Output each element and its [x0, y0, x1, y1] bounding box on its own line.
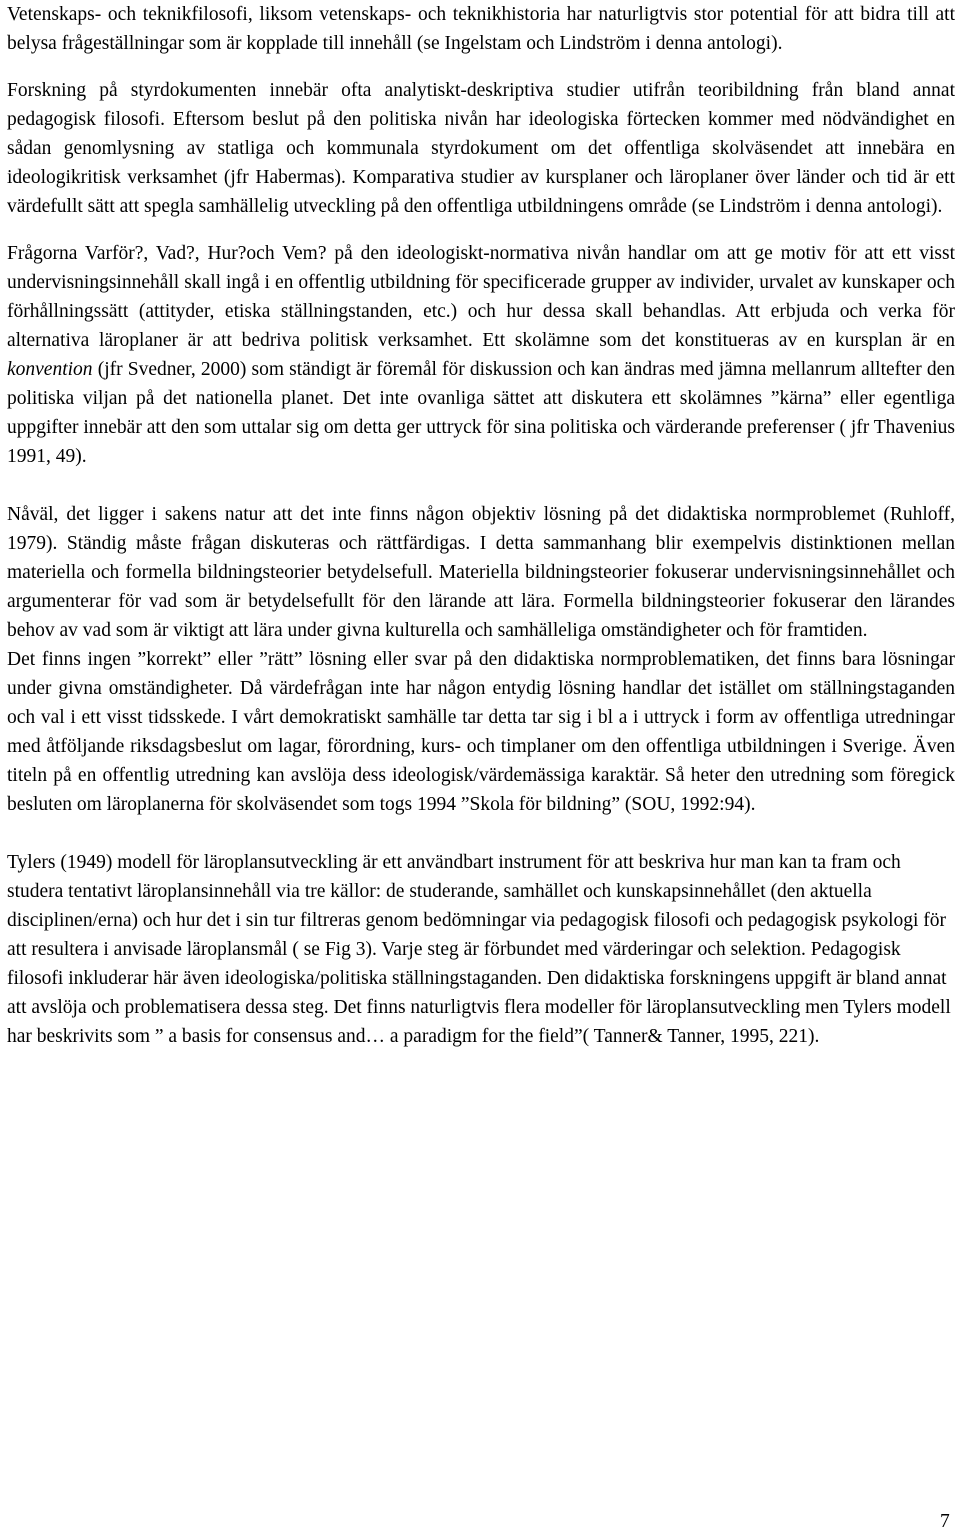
document-page: [7, 0, 955, 1051]
emphasized-term: konvention: [7, 359, 93, 380]
paragraph-norm-problem: Nåväl, det ligger i sakens natur att det inte finns någon objektiv lösning på det didaktiska normproblemet (Ruhloff, 1979). Ständig måste frågan diskuteras och rättfärdigas. I detta sammanhang blir exempelvis distinktionen mellan materiella och formella bildningsteorier betydelsefull. Materiella bildningsteorier fokuserar undervisningsinnehållet och argumenterar för vad som är betydelsefullt för den lärande att lära. Formella bildningsteorier fokuserar den lärandes behov av vad som är viktigt att lära under givna kulturella och samhälleliga omständigheter och för framtiden.: [7, 504, 955, 641]
paragraph-no-correct-solution: Det finns ingen ”korrekt” eller ”rätt” lösning eller svar på den didaktiska normproblematiken, det finns bara lösningar under givna omständigheter. Då värdefrågan inte har någon entydig lösning handlar det istället om ställningstaganden och val i ett visst tidsskede. I vårt demokratiskt samhälle tar detta tar sig i bl a i uttryck i form av offentliga utredningar med åtföljande riksdagsbeslut om lagar, förordning, kurs- och timplaner om den offentliga utbildningen i Sverige. Även titeln på en offentlig utredning kan avslöja dess ideologisk/värdemässiga karaktär. Så heter den utredning som föregick besluten om läroplanerna för skolväsendet som togs 1994 ”Skola för bildning” (SOU, 1992:94).: [7, 649, 955, 815]
paragraph-questions: [7, 239, 955, 471]
paragraph-questions-part-2: (jfr Svedner, 2000) som ständigt är föremål för diskussion och kan ändras med jämna mellanrum alltefter den politiska viljan på det nationella planet. Det inte ovanliga sättet att diskutera ett skolämnes ”kärna” eller egentliga uppgifter innebär att den som uttalar sig om detta ger uttryck för sina politiska och värderande preferenser ( jfr Thavenius 1991, 49).: [7, 359, 955, 467]
paragraph-research-steering-documents: Forskning på styrdokumenten innebär ofta analytiskt-deskriptiva studier utifrån teoribildning från bland annat pedagogisk filosofi. Eftersom beslut på den politiska nivån har ideologiska förtecken kommer med nödvändighet en sådan genomlysning av statliga och kommunala styrdokument om det offentliga skolväsendet att innebära en ideologikritisk verksamhet (jfr Habermas). Komparativa studier av kursplaner och läroplaner över länder och tid är ett värdefullt sätt att spegla samhällelig utveckling på den offentliga utbildningens område (se Lindström i denna antologi).: [7, 80, 955, 217]
paragraph-tyler-model: Tylers (1949) modell för läroplansutveckling är ett användbart instrument för att beskriva hur man kan ta fram och studera tentativt läroplansinnehåll via tre källor: de studerande, samhället och kunskapsinnehållet (den aktuella disciplinen/erna) och hur det i sin tur filtreras genom bedömningar via pedagogisk filosofi och pedagogisk psykologi för att resultera i anvisade läroplansmål ( se Fig 3). Varje steg är förbundet med värderingar och selektion. Pedagogisk filosofi inkluderar här även ideologiska/politiska ställningstaganden. Den didaktiska forskningens uppgift är bland annat att avslöja och problematisera dessa steg. Det finns naturligtvis flera modeller för läroplansutveckling men Tylers modell har beskrivits som ” a basis for consensus and… a paradigm for the field”( Tanner& Tanner, 1995, 221).: [7, 852, 951, 1047]
paragraph-philosophy: Vetenskaps- och teknikfilosofi, liksom vetenskaps- och teknikhistoria har naturligtvis stor potential för att bidra till att belysa frågeställningar som är kopplade till innehåll (se Ingelstam och Lindström i denna antologi).: [7, 4, 955, 54]
paragraph-questions-part-1: Frågorna Varför?, Vad?, Hur?och Vem? på den ideologiskt-normativa nivån handlar om att ge motiv för att ett visst undervisningsinnehåll skall ingå i en offentlig utbildning för specificerade grupper av individer, urvalet av kunskaper och förhållningssätt (attityder, etiska ställningstanden, etc.) och hur dessa skall behandlas. Att erbjuda och verka för alternativa läroplaner är att bedriva politisk verksamhet. Ett skolämne som det konstitueras av en kursplan är en: [7, 243, 955, 351]
page-number: 7: [940, 1511, 950, 1532]
